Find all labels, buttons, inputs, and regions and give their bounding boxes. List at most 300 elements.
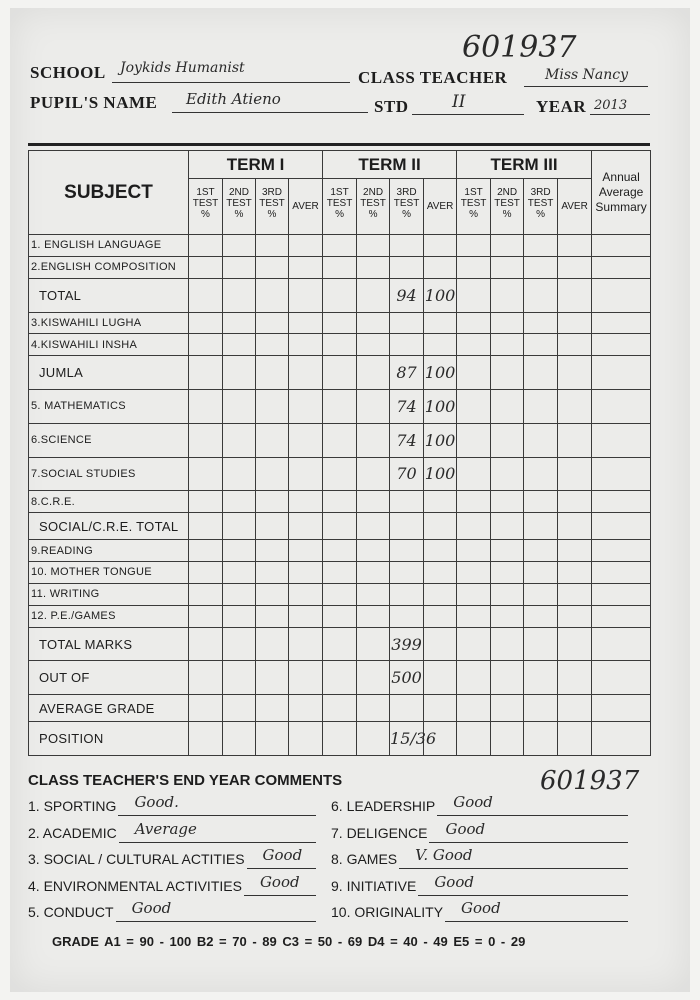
mark-cell — [189, 256, 223, 278]
mark-cell — [457, 562, 491, 584]
mark-cell — [424, 491, 457, 513]
mark-cell — [592, 423, 651, 457]
mark-cell — [524, 278, 558, 312]
row-label: 3.KISWAHILI LUGHA — [29, 312, 189, 334]
mark-cell — [558, 457, 592, 491]
subcol-text: TEST — [393, 198, 420, 209]
subcol-text: 3RD — [396, 187, 417, 198]
table-row — [29, 334, 651, 356]
subcol-text: % — [267, 209, 277, 220]
comment-value: Good — [445, 819, 486, 838]
table-row — [29, 661, 651, 695]
comment-label: 5. CONDUCT — [28, 904, 114, 920]
mark-cell — [256, 312, 289, 334]
subcol-text: % — [469, 209, 479, 220]
comment-label: 9. INITIATIVE — [331, 877, 417, 894]
mark-cell — [323, 457, 357, 491]
mark-cell — [457, 356, 491, 390]
mark-cell — [256, 695, 289, 722]
mark-cell — [357, 312, 390, 334]
mark-cell — [558, 235, 592, 257]
mark-cell — [524, 695, 558, 722]
mark-cell — [424, 312, 457, 334]
mark-cell — [323, 661, 357, 695]
mark-cell — [558, 356, 592, 390]
mark-cell: 100 — [424, 278, 457, 312]
pupil-name-label: PUPIL'S NAME — [30, 93, 158, 112]
mark-cell — [592, 605, 651, 627]
subcol-text: 1ST — [330, 187, 349, 198]
class-teacher-underline — [524, 86, 648, 87]
table-row — [29, 722, 651, 756]
table-row — [29, 457, 651, 491]
subcol-text: TEST — [192, 198, 219, 209]
comment-value: Good — [461, 899, 501, 917]
subcol-text: 1ST — [464, 187, 483, 198]
comment-label: 10. ORIGINALITY — [331, 904, 444, 920]
comment-underline — [118, 815, 316, 816]
comment-value: V. Good — [415, 846, 473, 864]
term-3-subcol-4 — [558, 179, 592, 235]
mark-cell — [289, 513, 323, 540]
comment-value: Good — [131, 899, 172, 917]
row-label: 12. P.E./GAMES — [29, 605, 189, 627]
subcol-text: % — [402, 209, 411, 220]
table-row — [29, 627, 651, 661]
table-row — [29, 235, 651, 257]
mark-cell — [223, 513, 256, 540]
school-underline — [112, 82, 350, 83]
mark-cell — [558, 491, 592, 513]
mark-cell — [289, 334, 323, 356]
table-top-rule — [28, 143, 650, 146]
mark-cell — [558, 390, 592, 424]
year-underline — [590, 114, 650, 115]
mark-cell — [289, 695, 323, 722]
mark-cell — [524, 722, 558, 756]
mark-cell — [390, 605, 424, 627]
comment-value: Good — [262, 846, 303, 864]
mark-cell — [357, 695, 390, 722]
mark-cell — [558, 627, 592, 661]
mark-cell: 74 — [390, 423, 424, 457]
mark-cell — [289, 235, 323, 257]
subcol-text: % — [502, 209, 512, 220]
mark-cell — [223, 256, 256, 278]
mark-cell — [524, 627, 558, 661]
term-2-subcol-3 — [390, 179, 424, 235]
mark-cell: 100 — [424, 356, 457, 390]
mark-cell — [390, 695, 424, 722]
mark-cell — [189, 513, 223, 540]
mark-cell — [223, 583, 256, 605]
comment-underline — [445, 921, 628, 922]
row-label: 4.KISWAHILI INSHA — [29, 334, 189, 356]
table-row — [29, 491, 651, 513]
mark-cell — [592, 390, 651, 424]
mark-cell — [323, 722, 357, 756]
mark-cell — [256, 278, 289, 312]
mark-cell — [323, 513, 357, 540]
subcol-text: % — [536, 209, 546, 220]
table-row — [29, 695, 651, 722]
std-label: STD — [374, 97, 409, 116]
comment-underline — [418, 895, 628, 896]
mark-cell — [491, 540, 524, 562]
row-label: TOTAL — [29, 278, 189, 312]
term-1-subcol-4 — [289, 179, 323, 235]
mark-cell — [592, 356, 651, 390]
pupil-name-underline — [172, 112, 368, 113]
table-row — [29, 423, 651, 457]
mark-cell — [357, 423, 390, 457]
subcol-text: AVER — [292, 201, 319, 212]
mark-cell — [289, 661, 323, 695]
pupil-name-value: Edith Atieno — [186, 90, 281, 108]
table-row — [29, 540, 651, 562]
mark-cell — [256, 235, 289, 257]
mark-cell — [457, 661, 491, 695]
term-1-subcol-1 — [189, 179, 223, 235]
mark-cell: 100 — [424, 457, 457, 491]
mark-cell — [558, 278, 592, 312]
serial-number-bottom: 601937 — [540, 766, 640, 796]
mark-cell: 15/36 — [390, 722, 424, 756]
mark-cell — [592, 627, 651, 661]
comment-label: 7. DELIGENCE — [331, 824, 428, 841]
mark-cell — [323, 334, 357, 356]
mark-cell — [357, 722, 390, 756]
comment-label: 4. ENVIRONMENTAL ACTIVITIES — [28, 877, 242, 894]
school-label: SCHOOL — [30, 63, 106, 82]
mark-cell — [390, 513, 424, 540]
table-row — [29, 356, 651, 390]
mark-cell — [524, 390, 558, 424]
mark-cell — [592, 256, 651, 278]
mark-cell — [491, 562, 524, 584]
mark-cell — [592, 334, 651, 356]
mark-cell: 500 — [390, 661, 424, 695]
mark-cell — [357, 390, 390, 424]
mark-cell — [424, 334, 457, 356]
mark-cell — [390, 491, 424, 513]
mark-cell: 399 — [390, 627, 424, 661]
mark-cell — [357, 583, 390, 605]
mark-cell — [357, 513, 390, 540]
mark-cell — [189, 423, 223, 457]
row-label: 5. MATHEMATICS — [29, 390, 189, 424]
mark-cell: 100 — [424, 390, 457, 424]
row-label: 11. WRITING — [29, 583, 189, 605]
comment-value: Good. — [134, 793, 179, 811]
comment-label: 8. GAMES — [331, 851, 398, 867]
mark-cell — [323, 627, 357, 661]
mark-cell — [491, 390, 524, 424]
mark-cell: 74 — [390, 390, 424, 424]
annual-summary-header — [592, 151, 651, 235]
mark-cell — [357, 661, 390, 695]
mark-cell — [189, 562, 223, 584]
subcol-text: 3RD — [261, 187, 282, 198]
comment-underline — [119, 842, 316, 843]
mark-cell — [256, 722, 289, 756]
mark-cell — [223, 722, 256, 756]
mark-cell — [323, 423, 357, 457]
mark-cell — [357, 356, 390, 390]
mark-cell — [424, 562, 457, 584]
mark-cell — [457, 457, 491, 491]
comment-label: 1. SPORTING — [28, 798, 117, 814]
mark-cell — [491, 256, 524, 278]
mark-cell — [592, 457, 651, 491]
mark-cell — [491, 627, 524, 661]
mark-cell — [189, 235, 223, 257]
mark-cell — [256, 457, 289, 491]
std-value: II — [452, 92, 466, 112]
mark-cell — [524, 513, 558, 540]
comment-underline — [399, 868, 628, 869]
mark-cell — [558, 513, 592, 540]
term-3-subcol-1 — [457, 179, 491, 235]
mark-cell — [189, 605, 223, 627]
std-underline — [412, 114, 524, 115]
marks-body — [29, 235, 651, 756]
row-label: 9.READING — [29, 540, 189, 562]
mark-cell: 100 — [424, 423, 457, 457]
mark-cell — [189, 390, 223, 424]
mark-cell — [323, 390, 357, 424]
marks-table — [28, 150, 651, 756]
mark-cell — [189, 334, 223, 356]
mark-cell — [289, 356, 323, 390]
term-3-header: TERM III — [457, 151, 592, 179]
mark-cell: 70 — [390, 457, 424, 491]
mark-cell — [524, 661, 558, 695]
mark-cell — [524, 562, 558, 584]
mark-cell — [457, 256, 491, 278]
mark-cell — [323, 695, 357, 722]
mark-cell — [256, 562, 289, 584]
mark-cell — [424, 513, 457, 540]
mark-cell — [524, 491, 558, 513]
mark-cell — [558, 256, 592, 278]
mark-cell — [289, 491, 323, 513]
mark-cell — [491, 513, 524, 540]
mark-cell — [592, 491, 651, 513]
mark-cell — [323, 312, 357, 334]
mark-cell — [558, 583, 592, 605]
mark-cell — [390, 583, 424, 605]
mark-cell — [289, 562, 323, 584]
row-label: POSITION — [29, 722, 189, 756]
comment-underline — [116, 921, 316, 922]
mark-cell — [223, 278, 256, 312]
mark-cell — [592, 562, 651, 584]
mark-cell — [256, 627, 289, 661]
mark-cell — [592, 513, 651, 540]
mark-cell — [223, 312, 256, 334]
mark-cell — [457, 390, 491, 424]
row-label: 6.SCIENCE — [29, 423, 189, 457]
subcol-text: 3RD — [530, 187, 551, 198]
mark-cell — [189, 457, 223, 491]
mark-cell — [390, 235, 424, 257]
comment-label: 2. ACADEMIC — [28, 824, 117, 841]
mark-cell — [256, 356, 289, 390]
table-row — [29, 256, 651, 278]
mark-cell — [592, 235, 651, 257]
mark-cell — [491, 583, 524, 605]
mark-cell — [592, 695, 651, 722]
mark-cell — [457, 540, 491, 562]
comments-title: CLASS TEACHER'S END YEAR COMMENTS — [28, 772, 343, 789]
subcol-text: 2ND — [363, 187, 384, 198]
table-row — [29, 278, 651, 312]
mark-cell — [256, 423, 289, 457]
mark-cell — [223, 695, 256, 722]
mark-cell — [189, 356, 223, 390]
serial-number-top: 601937 — [462, 30, 577, 65]
mark-cell — [457, 583, 491, 605]
annual-line-2: Average — [598, 185, 644, 199]
mark-cell — [223, 627, 256, 661]
mark-cell — [189, 661, 223, 695]
class-teacher-value: Miss Nancy — [545, 67, 628, 83]
comment-underline — [437, 815, 628, 816]
mark-cell — [558, 695, 592, 722]
term-1-header: TERM I — [189, 151, 323, 179]
table-row — [29, 562, 651, 584]
row-label: 10. MOTHER TONGUE — [29, 562, 189, 584]
mark-cell — [223, 390, 256, 424]
mark-cell — [592, 583, 651, 605]
mark-cell — [357, 605, 390, 627]
subcol-text: % — [201, 209, 210, 220]
comment-value: Average — [134, 819, 197, 838]
term-2-subcol-2 — [357, 179, 390, 235]
mark-cell — [189, 312, 223, 334]
mark-cell — [390, 334, 424, 356]
mark-cell — [457, 423, 491, 457]
mark-cell — [357, 562, 390, 584]
subcol-text: % — [335, 209, 344, 220]
mark-cell — [289, 390, 323, 424]
mark-cell — [491, 491, 524, 513]
mark-cell — [323, 491, 357, 513]
mark-cell — [592, 661, 651, 695]
mark-cell — [424, 256, 457, 278]
mark-cell — [357, 457, 390, 491]
mark-cell — [558, 722, 592, 756]
mark-cell — [256, 334, 289, 356]
term-2-header: TERM II — [323, 151, 457, 179]
table-row — [29, 605, 651, 627]
mark-cell — [357, 491, 390, 513]
mark-cell — [424, 235, 457, 257]
mark-cell — [223, 235, 256, 257]
row-label: 2.ENGLISH COMPOSITION — [29, 256, 189, 278]
mark-cell — [189, 627, 223, 661]
table-row — [29, 312, 651, 334]
mark-cell — [491, 722, 524, 756]
table-row — [29, 390, 651, 424]
mark-cell — [524, 235, 558, 257]
mark-cell — [390, 312, 424, 334]
mark-cell — [558, 562, 592, 584]
mark-cell — [491, 661, 524, 695]
mark-cell — [390, 256, 424, 278]
mark-cell — [558, 334, 592, 356]
row-label: JUMLA — [29, 356, 189, 390]
comment-value: Good — [259, 872, 300, 891]
comment-label: 6. LEADERSHIP — [331, 798, 436, 814]
mark-cell — [289, 540, 323, 562]
mark-cell — [424, 583, 457, 605]
mark-cell: 87 — [390, 356, 424, 390]
mark-cell — [323, 235, 357, 257]
mark-cell — [289, 457, 323, 491]
mark-cell — [524, 256, 558, 278]
mark-cell — [223, 457, 256, 491]
mark-cell — [592, 540, 651, 562]
mark-cell — [592, 278, 651, 312]
mark-cell — [491, 312, 524, 334]
mark-cell — [592, 722, 651, 756]
mark-cell — [357, 278, 390, 312]
mark-cell — [457, 627, 491, 661]
subcol-text: TEST — [460, 198, 487, 209]
mark-cell: 94 — [390, 278, 424, 312]
mark-cell — [289, 312, 323, 334]
mark-cell — [323, 605, 357, 627]
mark-cell — [558, 540, 592, 562]
mark-cell — [457, 235, 491, 257]
subcol-text: % — [368, 209, 378, 220]
mark-cell — [256, 513, 289, 540]
comment-underline — [244, 895, 316, 896]
subcol-text: TEST — [494, 198, 520, 209]
mark-cell — [524, 457, 558, 491]
term-1-subcol-2 — [223, 179, 256, 235]
comment-underline — [429, 842, 628, 843]
term-3-subcol-2 — [491, 179, 524, 235]
row-label: AVERAGE GRADE — [29, 695, 189, 722]
annual-line-3: Summary — [595, 200, 647, 214]
school-value: Joykids Humanist — [120, 60, 245, 76]
mark-cell — [256, 256, 289, 278]
mark-cell — [457, 491, 491, 513]
mark-cell — [491, 235, 524, 257]
mark-cell — [323, 256, 357, 278]
mark-cell — [323, 356, 357, 390]
mark-cell — [357, 334, 390, 356]
mark-cell — [491, 278, 524, 312]
annual-line-1: Annual — [602, 170, 640, 184]
row-label: SOCIAL/C.R.E. TOTAL — [29, 513, 189, 540]
mark-cell — [558, 312, 592, 334]
mark-cell — [323, 540, 357, 562]
mark-cell — [491, 334, 524, 356]
mark-cell — [289, 278, 323, 312]
term-2-subcol-1 — [323, 179, 357, 235]
comment-value: Good — [434, 872, 474, 891]
mark-cell — [491, 423, 524, 457]
mark-cell — [457, 334, 491, 356]
mark-cell — [189, 540, 223, 562]
subcol-text: TEST — [226, 198, 252, 209]
mark-cell — [289, 627, 323, 661]
term-1-subcol-3 — [256, 179, 289, 235]
